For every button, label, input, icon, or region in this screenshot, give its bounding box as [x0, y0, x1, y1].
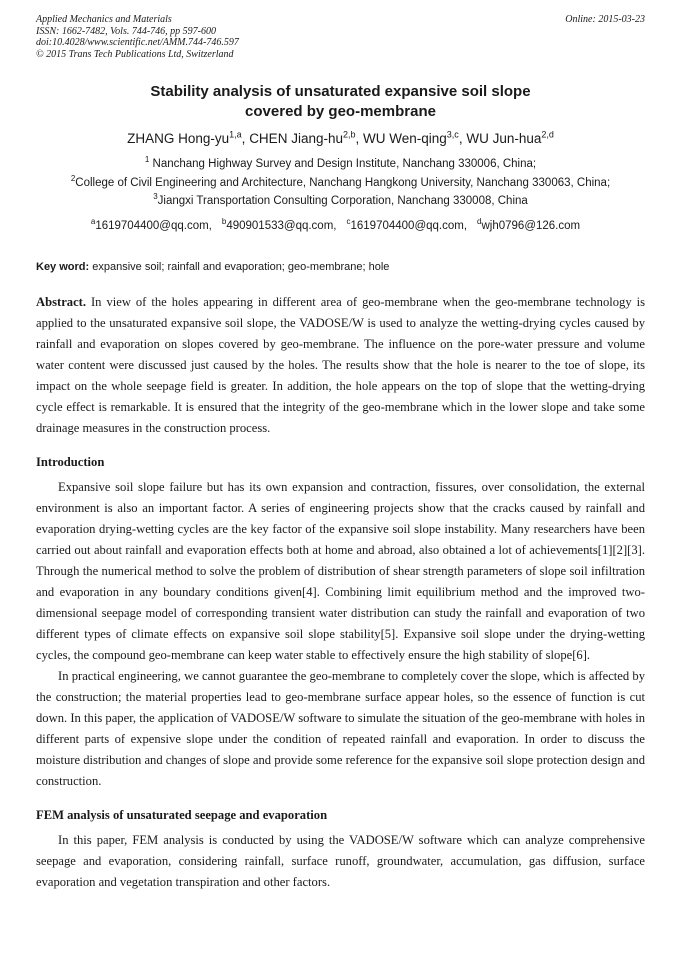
keyword-label: Key word:	[36, 260, 90, 273]
paragraph: In practical engineering, we cannot guarantee the geo-membrane to completely cover the slope, which is affected by the construction; the material properties lead to geo-membrane surface appear holes, so the essence of function is cut down. In this paper, the application of VADOSE/W software to simulate the situation of the geo-membrane with holes in different parts of expensive slope under the condition of repeated rainfall and evaporation. In order to discuss the moisture distribution and changes of slope and provide some reference for the expansive soil slope protection design and construction.	[36, 668, 645, 788]
affiliation-line	[36, 174, 645, 193]
affiliation-line	[36, 192, 645, 211]
affiliation-text: Jiangxi Transportation Consulting Corporation, Nanchang 330008, China	[157, 195, 528, 207]
author-separator: ,	[458, 131, 467, 146]
abstract	[36, 292, 645, 439]
email-sup: d	[477, 216, 482, 226]
author-sup: 3,c	[446, 129, 459, 140]
paragraph: In this paper, FEM analysis is conducted by using the VADOSE/W software which can analyze comprehensive seepage and evaporation, considering rainfall, surface runoff, groundwater, accumulation, gas diffusion, surface evaporation and vegetation transpiration and other factors.	[36, 832, 645, 889]
copyright-line: © 2015 Trans Tech Publications Ltd, Switzerland	[36, 48, 234, 60]
email-separator: ,	[333, 219, 337, 232]
author-name: ZHANG Hong-yu	[127, 131, 230, 146]
section-heading-fem-analysis: FEM analysis of unsaturated seepage and evaporation	[36, 807, 328, 822]
affiliation-text: Nanchang Highway Survey and Design Institute, Nanchang 330006, China;	[149, 158, 537, 170]
email-address: 1619704400@qq.com	[95, 219, 209, 232]
email-separator: ,	[463, 219, 468, 232]
journal-header	[36, 14, 645, 60]
author	[466, 131, 554, 146]
author-sup: 1,a	[229, 129, 242, 140]
email-item	[221, 216, 347, 232]
abstract-text: In view of the holes appearing in different area of geo-membrane when the geo-membrane technology is applied to the unsaturated expansive soil slope, the VADOSE/W is used to analyze the wetting-drying cycles caused by rainfall and evaporation on slopes covered by geo-membrane. The influence on the pore-water pressure and volume water content were discussed just caused by the holes. The results show that the hole is nearer to the toe of slope, its impact on the whole seepage field is greater. In addition, the hole appears on the top of slope that the wetting-drying cycle effect is remarkable. It is ensured that the integrity of the geo-membrane which in the lower slope and take some drainage measures in the construction process.	[36, 294, 645, 435]
email-address: 1619704400@qq.com	[350, 219, 464, 232]
author-name: WU Wen-qing	[363, 131, 447, 146]
section-heading-introduction: Introduction	[36, 454, 105, 469]
paper-title-line1: Stability analysis of unsaturated expansive soil slope	[150, 83, 531, 100]
affiliation-sup: 3	[153, 192, 158, 202]
affiliation-line	[36, 155, 645, 174]
paper-title	[36, 82, 645, 122]
email-sup: c	[346, 216, 351, 226]
author	[363, 131, 466, 146]
email-address: 490901533@qq.com	[226, 219, 334, 232]
keyword-line	[36, 260, 645, 274]
email-item	[346, 216, 477, 232]
email-sup: a	[90, 216, 96, 226]
author-sup: 2,d	[541, 129, 554, 140]
affiliation-sup: 1	[144, 155, 150, 165]
author-list	[36, 130, 645, 147]
author-name: CHEN Jiang-hu	[249, 131, 343, 146]
issn-line: ISSN: 1662-7482, Vols. 744-746, pp 597-600	[36, 25, 216, 37]
email-separator: ,	[208, 219, 212, 232]
doi-line: doi:10.4028/www.scientific.net/AMM.744-746.597	[36, 37, 239, 48]
author-name: WU Jun-hua	[466, 131, 542, 146]
affiliation-sup: 2	[70, 173, 76, 183]
section-introduction	[36, 477, 645, 792]
online-date: Online: 2015-03-23	[565, 14, 645, 25]
author-sup: 2,b	[342, 129, 356, 140]
affiliation-text: College of Civil Engineering and Architecture, Nanchang Hangkong University, Nanchang 330063, China;	[75, 176, 611, 189]
author	[249, 131, 363, 146]
paper-title-line2: covered by geo-membrane	[245, 103, 436, 120]
affiliation-list	[36, 155, 645, 211]
paragraph: Expansive soil slope failure but has its own expansion and contraction, fissures, over consolidation, the external environment is also an important factor. A series of engineering projects show that the cracks caused by rainfall and evaporation drying-wetting cycles are the key factor of the expansive soil slope instability. Many researchers have been carried out about rainfall and evaporation effects both at home and abroad, also obtained a lot of achievements[1][2][3]. Through the numerical method to solve the problem of distribution of shear strength parameters of slope soil infiltration and evaporation in any boundary conditions given[4]. Combining limit equilibrium method and the improved two-dimensional seepage model of corresponding transient water distribution can study the rainfall and evaporation of two different types of climate effects on expansive soil slope stability[5]. Expansive soil slope under the drying-wetting cycles, the compound geo-membrane can keep water stable to effectively ensure the high stability of slope[6].	[36, 479, 645, 662]
author-separator: ,	[241, 131, 250, 146]
keyword-text: expansive soil; rainfall and evaporation; geo-membrane; hole	[89, 260, 390, 273]
author	[127, 131, 249, 146]
email-item	[90, 216, 222, 232]
author-separator: ,	[355, 131, 364, 146]
journal-info	[36, 14, 239, 60]
email-item	[477, 216, 590, 232]
email-sup: b	[221, 216, 227, 226]
journal-title: Applied Mechanics and Materials	[36, 14, 172, 25]
email-list	[36, 216, 645, 234]
section-fem-analysis	[36, 830, 645, 893]
abstract-label: Abstract.	[36, 294, 87, 309]
email-address: wjh0796@126.com	[481, 219, 581, 232]
